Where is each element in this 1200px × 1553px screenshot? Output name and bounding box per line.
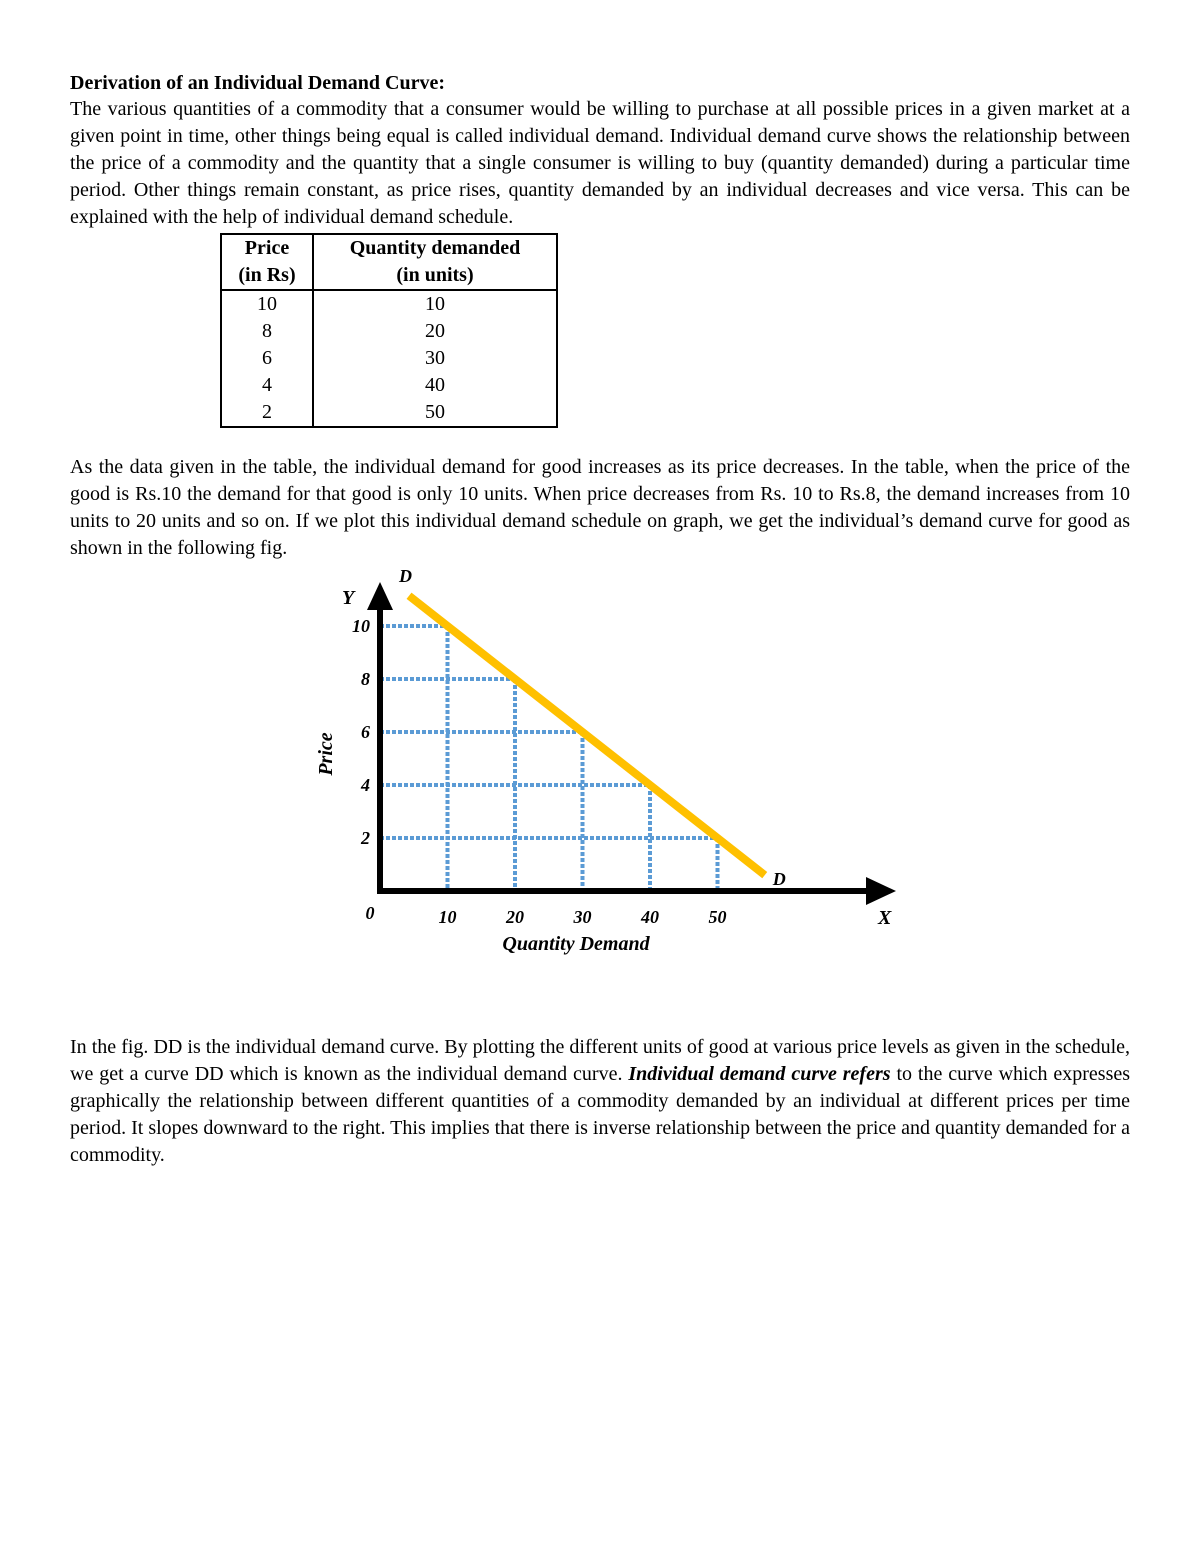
- demand-curve-line: [409, 596, 765, 875]
- x-tick-label: 30: [573, 907, 592, 927]
- x-tick-label: 10: [438, 907, 457, 927]
- quantity-cell: 50: [313, 399, 557, 427]
- y-tick-label: 2: [361, 828, 370, 848]
- price-header-line2: (in Rs): [238, 264, 296, 286]
- intro-paragraph: The various quantities of a commodity that a consumer would be willing to purchase at all possible prices in a given market at a given point in time, other things being equal is called individual demand. Individual demand curve shows the relationship between the price of a commodity and the quantity that a single consumer is willing to buy (quantity demanded) during a particular time period. Other things remain constant, as price rises, quantity demanded by an individual decreases and vice versa. This can be explained with the help of individual demand schedule.: [70, 98, 1130, 228]
- x-tick-label: 50: [708, 907, 727, 927]
- demand-curve-chart: [70, 565, 1130, 1022]
- quantity-header-line2: (in units): [396, 264, 474, 286]
- demand-curve-figure: [70, 565, 1130, 1022]
- table-header-row: [221, 234, 557, 290]
- table-row: [221, 345, 557, 372]
- y-tick-label: 4: [361, 775, 370, 795]
- y-axis-title: Price: [315, 732, 337, 776]
- quantity-cell: 10: [313, 290, 557, 318]
- price-header-line1: Price: [244, 237, 290, 259]
- price-cell: 8: [221, 318, 313, 345]
- curve-label-end: D: [772, 869, 786, 890]
- price-column-header: [221, 234, 313, 290]
- x-axis-title: Quantity Demand: [502, 933, 650, 955]
- quantity-header-line1: Quantity demanded: [349, 237, 521, 259]
- conclusion-text-start: In the fig. DD is the individual demand curve. By plotting the different units of good at various price levels as given in the schedule, we get a curve DD which is known as the individual demand curve.: [70, 1036, 1130, 1085]
- price-cell: 6: [221, 345, 313, 372]
- x-tick-label: 20: [506, 907, 524, 927]
- price-cell: 4: [221, 372, 313, 399]
- x-axis-letter: X: [878, 907, 892, 929]
- price-cell: 10: [221, 290, 313, 318]
- x-axis-arrow-icon: [866, 877, 896, 905]
- table-row: [221, 372, 557, 399]
- document-heading: Derivation of an Individual Demand Curve:: [70, 72, 446, 94]
- table-row: [221, 318, 557, 345]
- y-tick-label: 8: [361, 669, 370, 689]
- explanation-paragraph: As the data given in the table, the individual demand for good increases as its price decreases. In the table, when the price of the good is Rs.10 the demand for that good is only 10 units. When price decreases from Rs. 10 to Rs.8, the demand increases from 10 units to 20 units and so on. If we plot this individual demand schedule on graph, we get the individual’s demand curve for good as shown in the following fig.: [70, 456, 1130, 559]
- y-tick-label: 6: [361, 722, 370, 742]
- curve-label-start: D: [399, 565, 413, 586]
- table-row: [221, 290, 557, 318]
- y-axis-arrow-icon: [367, 582, 393, 610]
- quantity-cell: 40: [313, 372, 557, 399]
- table-row: [221, 399, 557, 427]
- y-axis-letter: Y: [342, 587, 355, 609]
- quantity-cell: 20: [313, 318, 557, 345]
- quantity-cell: 30: [313, 345, 557, 372]
- origin-label: 0: [365, 903, 375, 923]
- document-page: [70, 70, 1130, 1169]
- y-tick-label: 10: [352, 616, 370, 636]
- price-cell: 2: [221, 399, 313, 427]
- conclusion-paragraph: [70, 1034, 1130, 1169]
- quantity-column-header: [313, 234, 557, 290]
- demand-schedule-table: [220, 233, 558, 428]
- x-tick-label: 40: [641, 907, 659, 927]
- conclusion-bold-term: Individual demand curve refers: [628, 1063, 891, 1085]
- conclusion-text-end: to the curve which expresses graphically the relationship between different quantities of a commodity demanded by an individual at different prices per time period. It slopes downward to the right. This implies that there is inverse relationship between the price and quantity demanded for a commodity.: [70, 1063, 1131, 1166]
